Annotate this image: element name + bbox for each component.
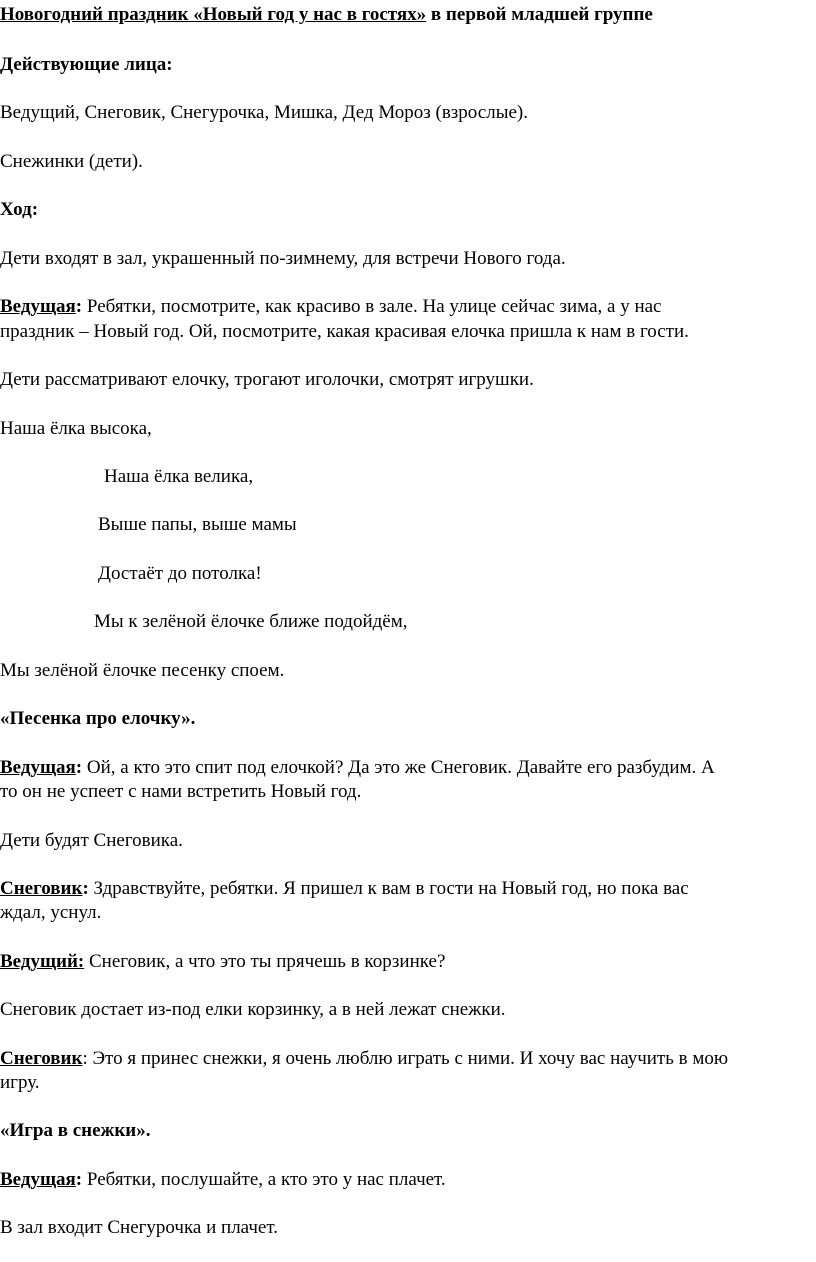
cast-children: Снежинки (дети).	[0, 151, 143, 172]
speaker-colon: :	[75, 757, 83, 778]
line-text: Ребятки, послушайте, а кто это у нас плачет.	[82, 1169, 446, 1190]
speaker-label: Снеговик	[0, 1048, 83, 1069]
progress-heading: Ход:	[0, 199, 39, 220]
stage-direction-snowmaiden: В зал входит Снегурочка и плачет.	[0, 1217, 278, 1238]
host-line-4	[0, 1167, 446, 1192]
speaker-label: Ведущий:	[0, 951, 85, 972]
line-text: Ребятки, посмотрите, как красиво в зале. На улице сейчас зима, а у нас	[82, 296, 662, 317]
speaker-colon: :	[82, 878, 89, 899]
line-text: Снеговик, а что это ты прячешь в корзинке?	[84, 951, 446, 972]
speaker-label: Ведущая	[0, 757, 76, 778]
stage-direction-wake: Дети будят Снеговика.	[0, 830, 183, 851]
snowman-line-2	[0, 1046, 728, 1071]
stage-direction-enter: Дети входят в зал, украшенный по-зимнему, для встречи Нового года.	[0, 248, 566, 269]
document-title	[0, 2, 653, 27]
speaker-label: Снеговик	[0, 878, 83, 899]
host-line-1	[0, 294, 661, 319]
speaker-colon: :	[75, 1169, 83, 1190]
host-line-3	[0, 949, 445, 974]
poem-line-3: Выше папы, выше мамы	[98, 514, 297, 535]
poem-line-5: Мы к зелёной ёлочке ближе подойдём,	[94, 611, 408, 632]
line-text: Ой, а кто это спит под елочкой? Да это же Снеговик. Давайте его разбудим. А	[82, 757, 715, 778]
song-title: «Песенка про елочку».	[0, 708, 196, 729]
speaker-label: Ведущая	[0, 296, 76, 317]
cast-heading: Действующие лица:	[0, 54, 173, 75]
line-text: : Это я принес снежки, я очень люблю играть с ними. И хочу вас научить в мою	[82, 1048, 729, 1069]
title-underlined: Новогодний праздник «Новый год у нас в гостях»	[0, 4, 427, 25]
snowman-line-2-cont: игру.	[0, 1072, 40, 1093]
speaker-colon: :	[75, 296, 83, 317]
cast-adults: Ведущий, Снеговик, Снегурочка, Мишка, Дед Мороз (взрослые).	[0, 102, 528, 123]
host-line-1-cont: праздник – Новый год. Ой, посмотрите, какая красивая елочка пришла к нам в гости.	[0, 321, 689, 342]
line-text: Здравствуйте, ребятки. Я пришел к вам в гости на Новый год, но пока вас	[88, 878, 689, 899]
title-rest: в первой младшей группе	[426, 4, 653, 25]
poem-line-6: Мы зелёной ёлочке песенку споем.	[0, 660, 285, 681]
stage-direction-basket: Снеговик достает из-под елки корзинку, а в ней лежат снежки.	[0, 999, 506, 1020]
speaker-label: Ведущая	[0, 1169, 76, 1190]
poem-line-2: Наша ёлка велика,	[104, 466, 254, 487]
poem-line-1: Наша ёлка высока,	[0, 418, 152, 439]
host-line-2	[0, 755, 715, 780]
snowman-line-1	[0, 876, 689, 901]
stage-direction-look: Дети рассматривают елочку, трогают иголочки, смотрят игрушки.	[0, 369, 534, 390]
poem-line-4: Достаёт до потолка!	[98, 563, 262, 584]
host-line-2-cont: то он не успеет с нами встретить Новый год.	[0, 781, 362, 802]
game-title: «Игра в снежки».	[0, 1120, 151, 1141]
snowman-line-1-cont: ждал, уснул.	[0, 902, 102, 923]
